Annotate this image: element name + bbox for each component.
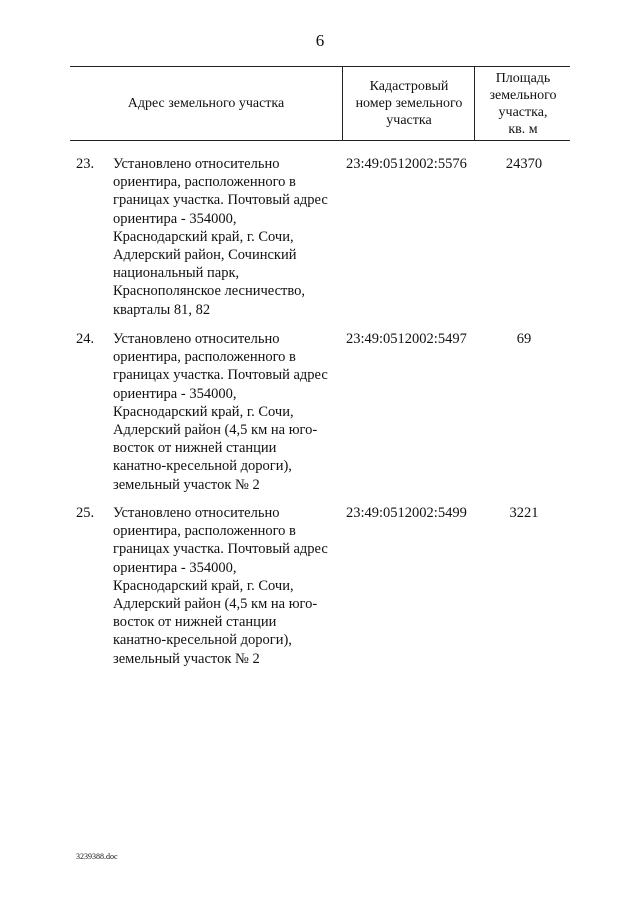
header-cadastral-line: Кадастровый	[369, 79, 449, 94]
header-area-line: земельного	[489, 87, 557, 103]
header-area	[474, 67, 571, 140]
header-area-line: Площадь	[495, 70, 551, 86]
row-cadastral-number: 23:49:0512002:5499	[346, 505, 467, 521]
header-area-line: кв. м	[508, 121, 538, 137]
document-filename: 3239388.doc	[76, 852, 118, 861]
header-area-line: участка,	[498, 104, 548, 120]
header-cadastral-line: участка	[386, 113, 432, 128]
row-cadastral-number: 23:49:0512002:5497	[346, 331, 467, 347]
row-area: 3221	[509, 505, 539, 521]
row-address: Установлено относительно ориентира, расположенного в границах участка. Почтовый адрес ориентира - 354000, Краснодарский край, г. Сочи, Адлерский район, Сочинский национальный парк, Краснополянское лесничество, кварталы 81, 82	[113, 156, 328, 318]
row-number: 25.	[76, 505, 95, 521]
row-address: Установлено относительно ориентира, расположенного в границах участка. Почтовый адрес ориентира - 354000, Краснодарский край, г. Сочи, Адлерский район (4,5 км на юго- восток от нижней станции канатно-кресельной дороги), земельный участок № 2	[113, 331, 328, 493]
header-cadastral-line: номер земельного	[355, 96, 463, 111]
row-area: 69	[516, 331, 532, 347]
header-cadastral	[342, 67, 475, 140]
header-address: Адрес земельного участка	[127, 96, 285, 111]
table-header	[70, 66, 570, 141]
row-address: Установлено относительно ориентира, расположенного в границах участка. Почтовый адрес ориентира - 354000, Краснодарский край, г. Сочи, Адлерский район (4,5 км на юго- восток от нижней станции канатно-кресельной дороги), земельный участок № 2	[113, 505, 328, 667]
page-number: 6	[315, 31, 325, 50]
row-area: 24370	[505, 156, 543, 172]
row-number: 23.	[76, 156, 95, 172]
row-number: 24.	[76, 331, 95, 347]
row-cadastral-number: 23:49:0512002:5576	[346, 156, 467, 172]
